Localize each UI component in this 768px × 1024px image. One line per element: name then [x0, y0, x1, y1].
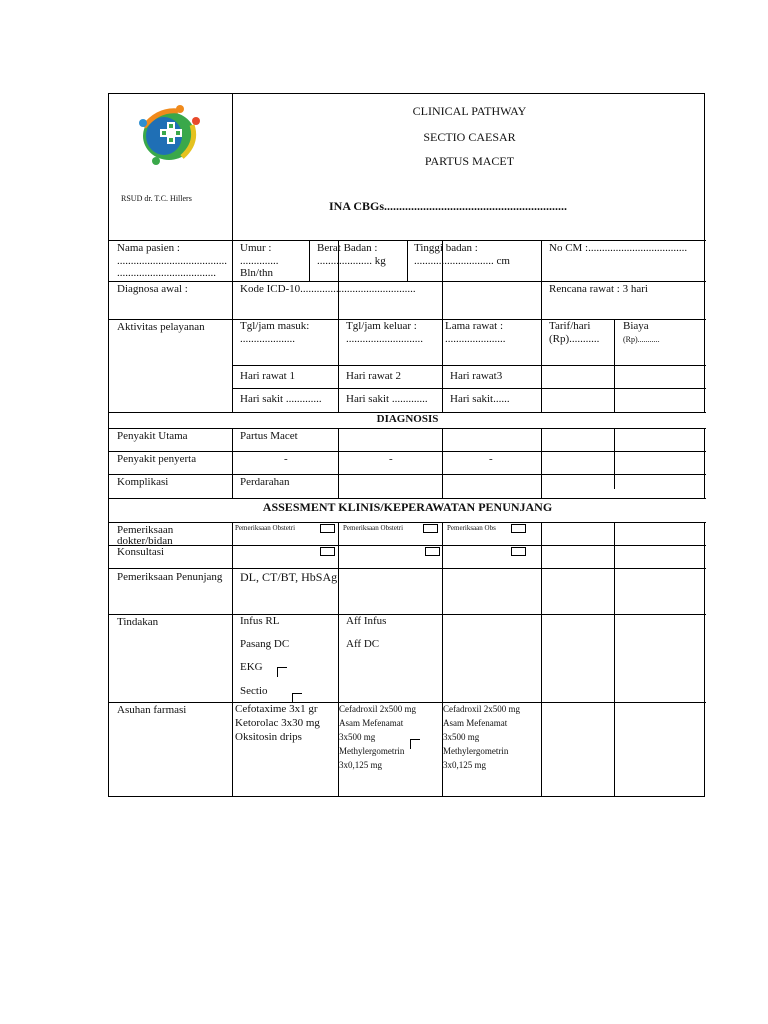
farmasi-col2-4: Methylergometrin	[339, 746, 405, 756]
hari-rawat-2: Hari rawat 2	[346, 370, 401, 382]
penyakit-penyerta-label: Penyakit penyerta	[117, 453, 197, 465]
berat-value: .................... kg	[317, 255, 386, 267]
biaya-rp: (Rp)...........	[623, 335, 660, 344]
berat-label: Berat Badan :	[317, 242, 378, 254]
checkbox-sectio[interactable]	[292, 693, 302, 703]
farmasi-col3-1: Cefadroxil 2x500 mg	[443, 704, 520, 714]
nama-dots2: ....................................	[117, 267, 216, 279]
farmasi-col3-5: 3x0,125 mg	[443, 760, 487, 770]
col-divider-4a	[614, 319, 615, 489]
biaya-label: Biaya	[623, 320, 649, 332]
tindakan-label: Tindakan	[117, 616, 159, 628]
penunjang-value: DL, CT/BT, HbSAg	[240, 570, 338, 584]
farmasi-col1-2: Ketorolac 3x30 mg	[235, 717, 320, 729]
farmasi-col1-1: Cefotaxime 3x1 gr	[235, 703, 318, 715]
checkbox-obstetri-2[interactable]	[423, 524, 438, 533]
hari-sakit-1: Hari sakit .............	[240, 393, 322, 405]
konsultasi-label: Konsultasi	[117, 546, 165, 558]
farmasi-col1-3: Oksitosin drips	[235, 731, 302, 743]
assessment-header: ASSESMENT KLINIS/KEPERAWATAN PENUNJANG	[262, 500, 553, 514]
hari-sakit-3: Hari sakit......	[450, 393, 510, 405]
kode-icd: Kode ICD-10..........................................	[240, 283, 416, 295]
col-divider-4b	[614, 522, 615, 797]
clinical-pathway-form	[108, 93, 705, 797]
umur-label: Umur :	[240, 242, 272, 254]
tindakan-aff-dc: Aff DC	[346, 638, 380, 650]
aktivitas-label: Aktivitas pelayanan	[117, 321, 205, 333]
tgl-masuk-dots: ....................	[240, 333, 295, 345]
komplikasi-value: Perdarahan	[240, 476, 290, 488]
farmasi-col2-5: 3x0,125 mg	[339, 760, 383, 770]
farmasi-col3-3: 3x500 mg	[443, 732, 480, 742]
umur-dots: ..............	[240, 255, 279, 267]
komplikasi-label: Komplikasi	[117, 476, 169, 488]
title-clinical-pathway: CLINICAL PATHWAY	[412, 104, 527, 118]
tarif-rp: (Rp)...........	[549, 333, 600, 345]
pemeriksaan-obstetri-2: Pemeriksaan Obstetri	[343, 524, 404, 532]
nama-label: Nama pasien :	[117, 242, 180, 254]
title-partus: PARTUS MACET	[424, 154, 515, 168]
nama-dots1: ........................................	[117, 255, 227, 267]
checkbox-ekg[interactable]	[277, 667, 287, 677]
hospital-logo	[136, 103, 202, 165]
penunjang-label: Pemeriksaan Penunjang	[117, 571, 223, 583]
col-divider-label	[232, 94, 233, 797]
checkbox-farmasi-col2[interactable]	[410, 739, 420, 749]
farmasi-col2-3: 3x500 mg	[339, 732, 376, 742]
tgl-masuk-label: Tgl/jam masuk:	[240, 320, 310, 332]
tindakan-pasang-dc: Pasang DC	[240, 638, 290, 650]
farmasi-col2-1: Cefadroxil 2x500 mg	[339, 704, 416, 714]
no-cm: No CM :....................................	[549, 242, 688, 254]
penyakit-utama-value: Partus Macet	[240, 430, 298, 442]
hari-rawat-1: Hari rawat 1	[240, 370, 295, 382]
checkbox-obstetri-1[interactable]	[320, 524, 335, 533]
hospital-name: RSUD dr. T.C. Hillers	[121, 194, 192, 203]
rencana-rawat: Rencana rawat : 3 hari	[549, 283, 648, 295]
tinggi-value: ............................. cm	[414, 255, 510, 267]
diagnosa-awal-label: Diagnosa awal :	[117, 283, 188, 295]
pemeriksaan-obstetri-1: Pemeriksaan Obstetri	[235, 524, 296, 532]
penyakit-utama-label: Penyakit Utama	[117, 430, 188, 442]
lama-rawat-dots: ......................	[445, 333, 506, 345]
tarif-label: Tarif/hari	[549, 320, 591, 332]
tgl-keluar-label: Tgl/jam keluar :	[346, 320, 417, 332]
tinggi-label: Tinggi badan :	[414, 242, 478, 254]
hari-rawat-3: Hari rawat3	[450, 370, 503, 382]
penyerta-dash-1: -	[284, 453, 288, 465]
hari-sakit-2: Hari sakit .............	[346, 393, 428, 405]
pemeriksaan-label-1: Pemeriksaan	[117, 524, 174, 536]
tindakan-aff-infus: Aff Infus	[346, 615, 387, 627]
farmasi-col2-2: Asam Mefenamat	[339, 718, 404, 728]
tindakan-infus-rl: Infus RL	[240, 615, 280, 627]
checkbox-konsultasi-1[interactable]	[320, 547, 335, 556]
lama-rawat-label: Lama rawat :	[445, 320, 504, 332]
ina-cbgs: INA CBGs.............................................................	[329, 199, 568, 213]
pemeriksaan-label-2: dokter/bidan	[117, 535, 173, 547]
checkbox-konsultasi-3[interactable]	[511, 547, 526, 556]
checkbox-obstetri-3[interactable]	[511, 524, 526, 533]
checkbox-konsultasi-2[interactable]	[425, 547, 440, 556]
tgl-keluar-dots: ............................	[346, 333, 423, 345]
farmasi-label: Asuhan farmasi	[117, 704, 187, 716]
diagnosis-header: DIAGNOSIS	[376, 413, 439, 425]
umur-unit: Bln/thn	[240, 267, 274, 279]
farmasi-col3-4: Methylergometrin	[443, 746, 509, 756]
penyerta-dash-3: -	[489, 453, 493, 465]
farmasi-col3-2: Asam Mefenamat	[443, 718, 508, 728]
penyerta-dash-2: -	[389, 453, 393, 465]
title-sectio: SECTIO CAESAR	[423, 130, 516, 144]
tindakan-ekg: EKG	[240, 661, 263, 673]
tindakan-sectio: Sectio	[240, 685, 268, 697]
pemeriksaan-obstetri-3: Pemeriksaan Obs	[447, 524, 496, 532]
